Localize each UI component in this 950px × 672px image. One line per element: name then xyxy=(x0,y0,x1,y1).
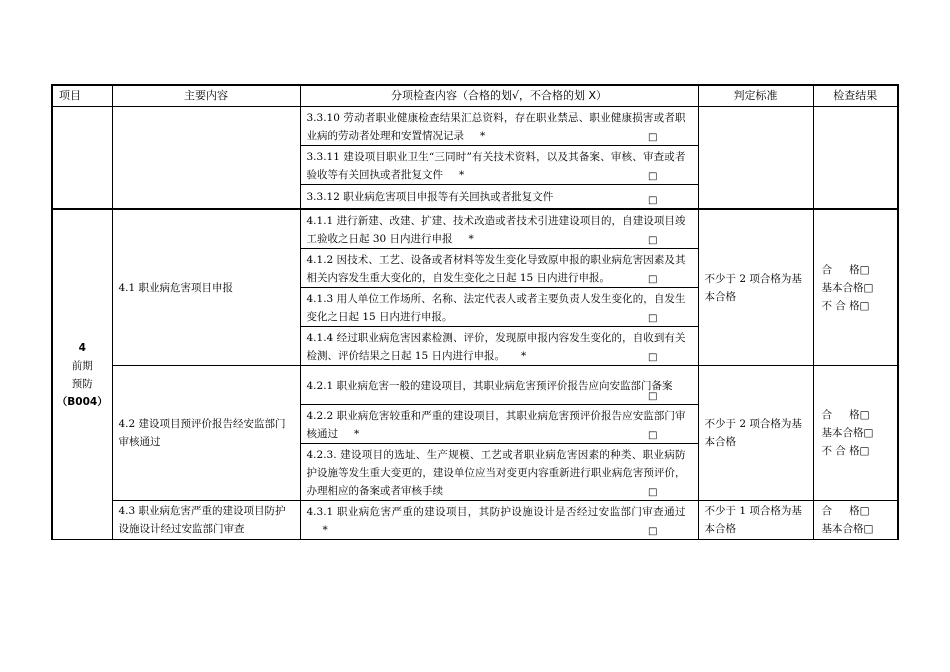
result-unqualified-option[interactable]: 格□ xyxy=(849,445,870,457)
check-text: 3.3.10 劳动者职业健康检查结果汇总资料，存在职业禁忌、职业健康损害或者职业病的劳动者处理和安置情况记录 xyxy=(306,111,686,142)
result-basic-qualified-option[interactable]: 基本合格□ xyxy=(821,281,874,294)
check-item-4-2-1 xyxy=(300,366,698,405)
table-row xyxy=(52,209,898,249)
check-text: 4.2.2 职业病危害较重和严重的建设项目，其职业病危害预评价报告应安监部门审核通过 xyxy=(306,409,686,440)
key-item-marker: * xyxy=(468,232,474,245)
key-item-marker: * xyxy=(521,349,527,362)
header-check-content: 分项检查内容（合格的划√，不合格的划 X） xyxy=(300,85,698,107)
checkbox-icon[interactable]: □ xyxy=(648,487,658,498)
checkbox-icon[interactable]: □ xyxy=(648,526,658,537)
checkbox-icon[interactable]: □ xyxy=(648,274,658,285)
result-label: 合 xyxy=(835,445,846,457)
result-label: 不 xyxy=(821,299,832,312)
header-main-content: 主要内容 xyxy=(112,85,300,107)
standard-4-2: 不少于 2 项合格为基本合格 xyxy=(698,366,813,501)
section-title-4-3: 4.3 职业病危害严重的建设项目防护设施设计经过安监部门审查 xyxy=(112,501,300,540)
result-4-1 xyxy=(813,209,898,366)
table-row xyxy=(52,107,898,146)
check-text: 4.1.1 进行新建、改建、扩建、技术改造或者技术引进建设项目的，自建设项目竣工验收之日起 30 日内进行申报 xyxy=(306,214,686,245)
check-text: 4.2.3. 建设项目的选址、生产规模、工艺或者职业病危害因素的种类、职业病防护设施等发生重大变更的，建设单位应当对变更内容重新进行职业病危害预评价，办理相应的备案或者审核手续 xyxy=(306,448,686,497)
result-label: 合 xyxy=(821,263,832,276)
checkbox-icon[interactable]: □ xyxy=(648,132,658,143)
check-text: 4.1.2 因技术、工艺、设备或者材料等发生变化导致原申报的职业病危害因素及其相关内容发生重大变化的，自发生变化之日起 15 日内进行申报。 xyxy=(306,253,686,284)
table-row xyxy=(52,501,898,540)
result-cell-empty xyxy=(813,107,898,210)
check-text: 4.1.3 用人单位工作场所、名称、法定代表人或者主要负责人发生变化的，自发生变化之日起 15 日内进行申报。 xyxy=(306,292,686,323)
check-item-4-3-1 xyxy=(300,501,698,540)
check-item-3-3-12 xyxy=(300,185,698,210)
checkbox-icon[interactable]: □ xyxy=(648,235,658,246)
item-code: （B004） xyxy=(56,395,108,408)
section-title-4-1: 4.1 职业病危害项目申报 xyxy=(112,209,300,366)
checkbox-icon[interactable]: □ xyxy=(648,352,658,363)
standard-4-1: 不少于 2 项合格为基本合格 xyxy=(698,209,813,366)
check-item-4-2-3 xyxy=(300,444,698,501)
checkbox-icon[interactable]: □ xyxy=(648,430,658,441)
result-basic-qualified-option[interactable]: 基本合格□ xyxy=(821,523,874,535)
item-cell-empty xyxy=(52,107,112,210)
check-item-4-1-4 xyxy=(300,327,698,366)
key-item-marker: * xyxy=(459,168,465,181)
result-basic-qualified-option[interactable]: 基本合格□ xyxy=(821,427,874,439)
check-item-3-3-11 xyxy=(300,146,698,185)
check-item-4-1-3 xyxy=(300,288,698,327)
item-4-cell xyxy=(52,209,112,540)
check-text: 4.2.1 职业病危害一般的建设项目，其职业病危害预评价报告应向安监部门备案 xyxy=(306,379,673,392)
main-content-cell-empty xyxy=(112,107,300,210)
key-item-marker: * xyxy=(322,523,328,536)
standard-4-3: 不少于 1 项合格为基本合格 xyxy=(698,501,813,540)
item-name-line2: 预防 xyxy=(71,377,93,390)
check-item-4-2-2 xyxy=(300,405,698,444)
result-label: 合 xyxy=(835,299,846,312)
inspection-table xyxy=(51,84,899,540)
check-text: 3.3.11 建设项目职业卫生“三同时”有关技术资料，以及其备案、审核、审查或者验收等有关回执或者批复文件 xyxy=(306,150,686,181)
item-name-line1: 前期 xyxy=(71,359,93,372)
check-item-4-1-1 xyxy=(300,209,698,249)
result-label: 合 xyxy=(821,505,832,517)
result-label: 合 xyxy=(821,409,832,421)
check-text: 4.1.4 经过职业病危害因素检测、评价，发现原申报内容发生变化的，自收到有关检测、评价结果之日起 15 日内进行申报。 xyxy=(306,331,686,362)
checkbox-icon[interactable]: □ xyxy=(648,313,658,324)
key-item-marker: * xyxy=(354,427,360,440)
result-unqualified-option[interactable]: 格□ xyxy=(849,299,870,312)
header-result: 检查结果 xyxy=(813,85,898,107)
check-text: 4.3.1 职业病危害严重的建设项目，其防护设施设计是否经过安监部门审查通过 xyxy=(306,505,686,518)
checkbox-icon[interactable]: □ xyxy=(648,195,658,206)
check-item-4-1-2 xyxy=(300,249,698,288)
checkbox-icon[interactable]: □ xyxy=(648,391,658,402)
checkbox-icon[interactable]: □ xyxy=(648,171,658,182)
table-row xyxy=(52,366,898,405)
check-item-3-3-10 xyxy=(300,107,698,146)
result-qualified-option[interactable]: 格□ xyxy=(849,505,870,517)
section-title-4-2: 4.2 建设项目预评价报告经安监部门审核通过 xyxy=(112,366,300,501)
result-label: 不 xyxy=(821,445,832,457)
header-row xyxy=(52,85,898,107)
result-qualified-option[interactable]: 格□ xyxy=(849,409,870,421)
result-4-3 xyxy=(813,501,898,540)
key-item-marker: * xyxy=(480,129,486,142)
standard-cell-empty xyxy=(698,107,813,210)
result-qualified-option[interactable]: 格□ xyxy=(849,263,870,276)
header-item: 项目 xyxy=(52,85,112,107)
result-4-2 xyxy=(813,366,898,501)
header-standard: 判定标准 xyxy=(698,85,813,107)
check-text: 3.3.12 职业病危害项目申报等有关回执或者批复文件 xyxy=(306,191,554,203)
item-number: 4 xyxy=(78,341,86,354)
